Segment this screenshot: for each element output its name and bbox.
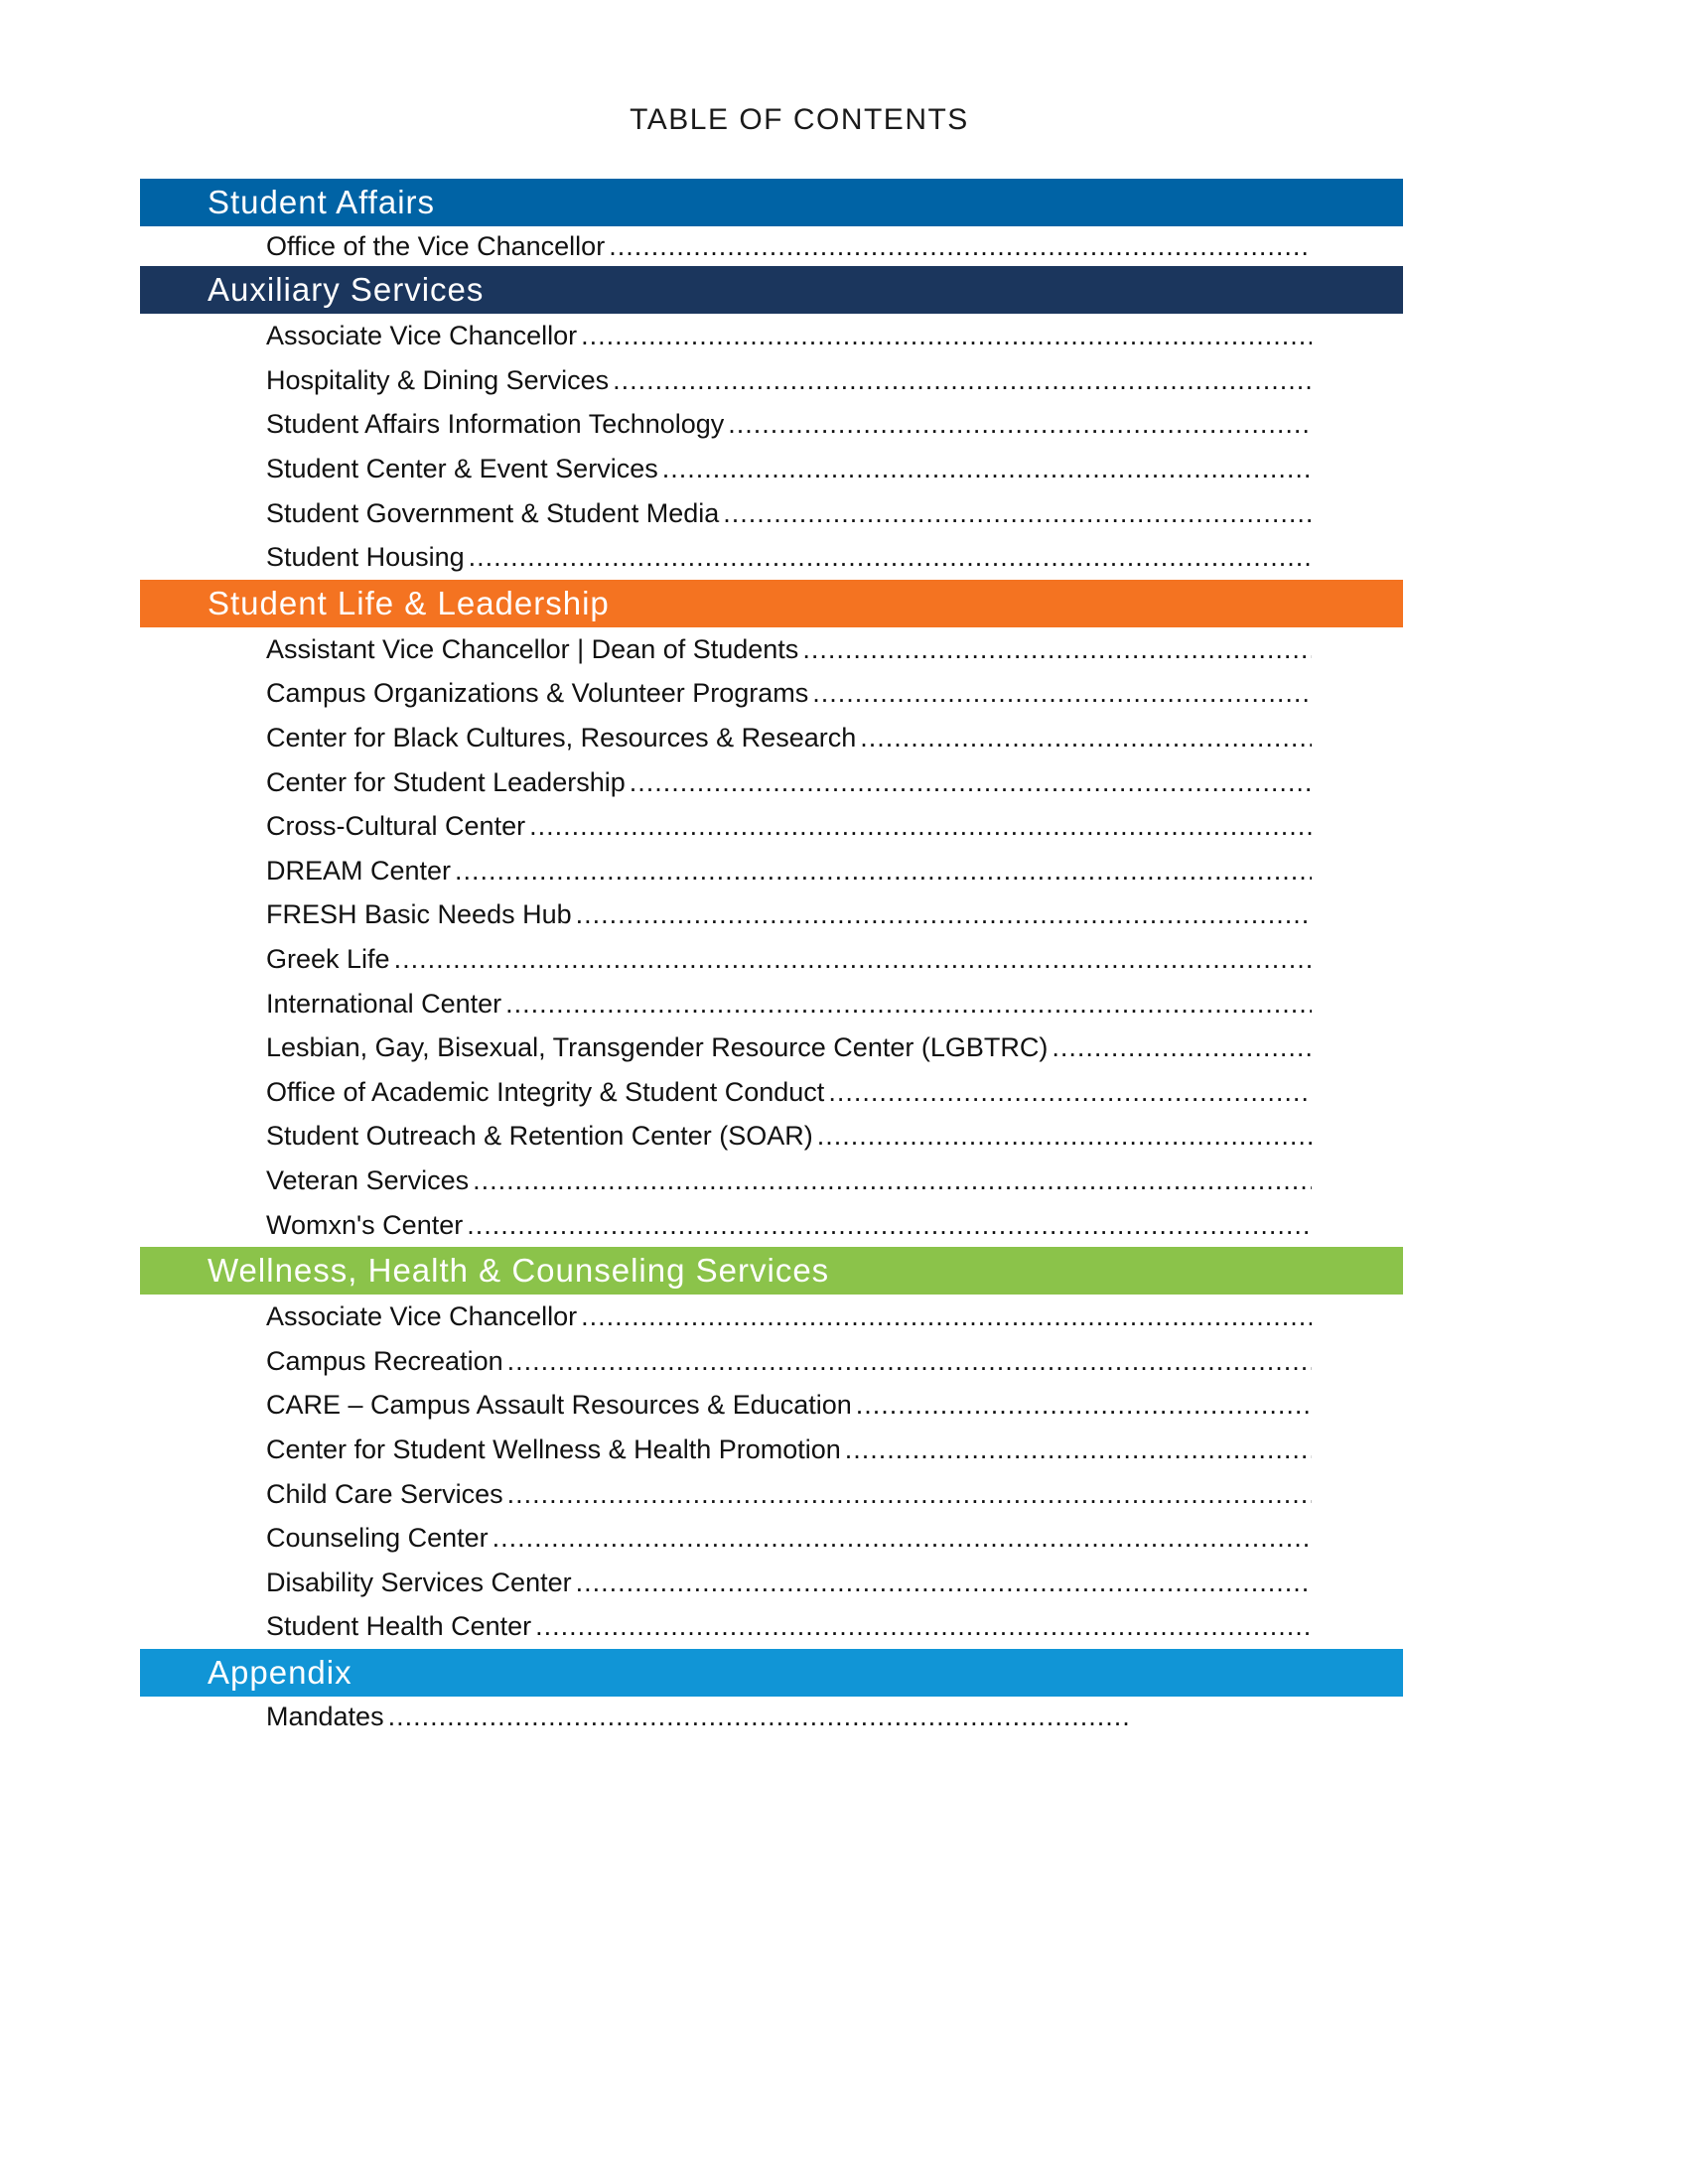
dot-leader bbox=[576, 892, 1312, 936]
toc-entry-label: Associate Vice Chancellor bbox=[266, 1301, 578, 1332]
table-of-contents bbox=[140, 179, 1403, 1736]
toc-entry-label: International Center bbox=[266, 988, 502, 1019]
toc-entry-label: Student Affairs Information Technology bbox=[266, 409, 725, 440]
toc-entry[interactable] bbox=[140, 804, 1403, 849]
section-entries bbox=[140, 1295, 1403, 1649]
toc-entry-label: Associate Vice Chancellor bbox=[266, 321, 578, 351]
toc-entry-label: Lesbian, Gay, Bisexual, Transgender Resource Center (LGBTRC) bbox=[266, 1032, 1049, 1063]
dot-leader bbox=[630, 760, 1312, 804]
toc-entry[interactable] bbox=[140, 1070, 1403, 1115]
dot-leader bbox=[576, 1561, 1312, 1604]
toc-entry-label: Hospitality & Dining Services bbox=[266, 364, 610, 395]
toc-entry-label: Child Care Services bbox=[266, 1478, 503, 1509]
dot-leader bbox=[529, 804, 1312, 848]
dot-leader bbox=[473, 1159, 1312, 1202]
toc-entry[interactable] bbox=[140, 1697, 1403, 1736]
toc-entry-label: Assistant Vice Chancellor | Dean of Students bbox=[266, 633, 799, 664]
toc-entry[interactable] bbox=[140, 1159, 1403, 1203]
dot-leader bbox=[505, 982, 1312, 1025]
dot-leader bbox=[723, 491, 1312, 535]
dot-leader bbox=[812, 671, 1312, 715]
toc-entry-label: Mandates bbox=[266, 1701, 384, 1731]
toc-entry[interactable] bbox=[140, 402, 1403, 447]
dot-leader bbox=[817, 1114, 1312, 1158]
toc-entry[interactable] bbox=[140, 1383, 1403, 1428]
toc-entry-label: Student Center & Event Services bbox=[266, 454, 658, 484]
toc-entry[interactable] bbox=[140, 981, 1403, 1025]
toc-entry-label: Student Housing bbox=[266, 542, 465, 573]
toc-entry[interactable] bbox=[140, 1295, 1403, 1339]
section-header: Auxiliary Services bbox=[140, 266, 1403, 314]
dot-leader bbox=[845, 1428, 1312, 1471]
toc-entry-label: Womxn's Center bbox=[266, 1209, 464, 1240]
toc-entry[interactable] bbox=[140, 759, 1403, 804]
toc-entry-label: Student Outreach & Retention Center (SOAR) bbox=[266, 1121, 813, 1152]
toc-entry[interactable] bbox=[140, 1114, 1403, 1159]
toc-entry-label: DREAM Center bbox=[266, 855, 452, 886]
section-entries bbox=[140, 226, 1403, 266]
toc-entry[interactable] bbox=[140, 849, 1403, 893]
dot-leader bbox=[507, 1472, 1312, 1516]
toc-entry[interactable] bbox=[140, 1338, 1403, 1383]
dot-leader bbox=[609, 226, 1312, 266]
toc-entry[interactable] bbox=[140, 1560, 1403, 1604]
toc-entry-label: Center for Student Wellness & Health Promotion bbox=[266, 1433, 841, 1464]
toc-entry[interactable] bbox=[140, 447, 1403, 491]
toc-entry-label: Greek Life bbox=[266, 944, 390, 975]
toc-entry[interactable] bbox=[140, 716, 1403, 760]
toc-entry[interactable] bbox=[140, 1471, 1403, 1516]
toc-entry[interactable] bbox=[140, 671, 1403, 716]
toc-entry[interactable] bbox=[140, 627, 1403, 672]
dot-leader bbox=[581, 1295, 1312, 1338]
toc-entry-label: Office of the Vice Chancellor bbox=[266, 231, 606, 261]
dot-leader bbox=[535, 1604, 1312, 1648]
dot-leader bbox=[388, 1697, 1133, 1736]
toc-entry[interactable] bbox=[140, 1025, 1403, 1070]
dot-leader bbox=[581, 314, 1312, 357]
toc-entry[interactable] bbox=[140, 358, 1403, 403]
section-header: Student Affairs bbox=[140, 179, 1403, 226]
toc-entry-label: CARE – Campus Assault Resources & Education bbox=[266, 1390, 852, 1421]
dot-leader bbox=[492, 1516, 1312, 1560]
section-entries bbox=[140, 1697, 1403, 1736]
dot-leader bbox=[802, 627, 1312, 671]
dot-leader bbox=[613, 358, 1312, 402]
section-entries bbox=[140, 627, 1403, 1247]
dot-leader bbox=[828, 1070, 1312, 1114]
dot-leader bbox=[507, 1339, 1312, 1383]
toc-entry-label: Veteran Services bbox=[266, 1164, 470, 1195]
toc-entry-label: Center for Student Leadership bbox=[266, 766, 626, 797]
toc-entry-label: Office of Academic Integrity & Student Conduct bbox=[266, 1076, 825, 1107]
page-title: TABLE OF CONTENTS bbox=[630, 103, 969, 136]
toc-entry-label: Student Health Center bbox=[266, 1611, 532, 1642]
toc-entry[interactable] bbox=[140, 314, 1403, 358]
toc-entry-label: FRESH Basic Needs Hub bbox=[266, 899, 572, 930]
dot-leader bbox=[469, 535, 1312, 579]
dot-leader bbox=[394, 937, 1312, 981]
toc-entry[interactable] bbox=[140, 1428, 1403, 1472]
dot-leader bbox=[728, 402, 1312, 446]
section-header: Appendix bbox=[140, 1649, 1403, 1697]
toc-entry[interactable] bbox=[140, 490, 1403, 535]
toc-entry[interactable] bbox=[140, 937, 1403, 982]
toc-entry[interactable] bbox=[140, 535, 1403, 580]
dot-leader bbox=[455, 849, 1312, 892]
dot-leader bbox=[860, 716, 1312, 759]
toc-entry[interactable] bbox=[140, 1604, 1403, 1649]
toc-entry[interactable] bbox=[140, 1202, 1403, 1247]
section-entries bbox=[140, 314, 1403, 580]
toc-entry-label: Student Government & Student Media bbox=[266, 497, 720, 528]
section-header: Student Life & Leadership bbox=[140, 580, 1403, 627]
toc-entry-label: Center for Black Cultures, Resources & Research bbox=[266, 723, 857, 753]
toc-entry[interactable] bbox=[140, 1516, 1403, 1561]
toc-entry-label: Campus Organizations & Volunteer Programs bbox=[266, 678, 809, 709]
toc-entry-label: Counseling Center bbox=[266, 1523, 489, 1554]
section-header: Wellness, Health & Counseling Services bbox=[140, 1247, 1403, 1295]
toc-entry-label: Campus Recreation bbox=[266, 1345, 503, 1376]
toc-entry-label: Disability Services Center bbox=[266, 1567, 572, 1597]
dot-leader bbox=[662, 447, 1312, 490]
dot-leader bbox=[856, 1383, 1312, 1427]
dot-leader bbox=[1052, 1025, 1312, 1069]
toc-entry-label: Cross-Cultural Center bbox=[266, 811, 526, 842]
toc-entry[interactable] bbox=[140, 226, 1403, 266]
toc-entry[interactable] bbox=[140, 892, 1403, 937]
dot-leader bbox=[467, 1203, 1312, 1247]
